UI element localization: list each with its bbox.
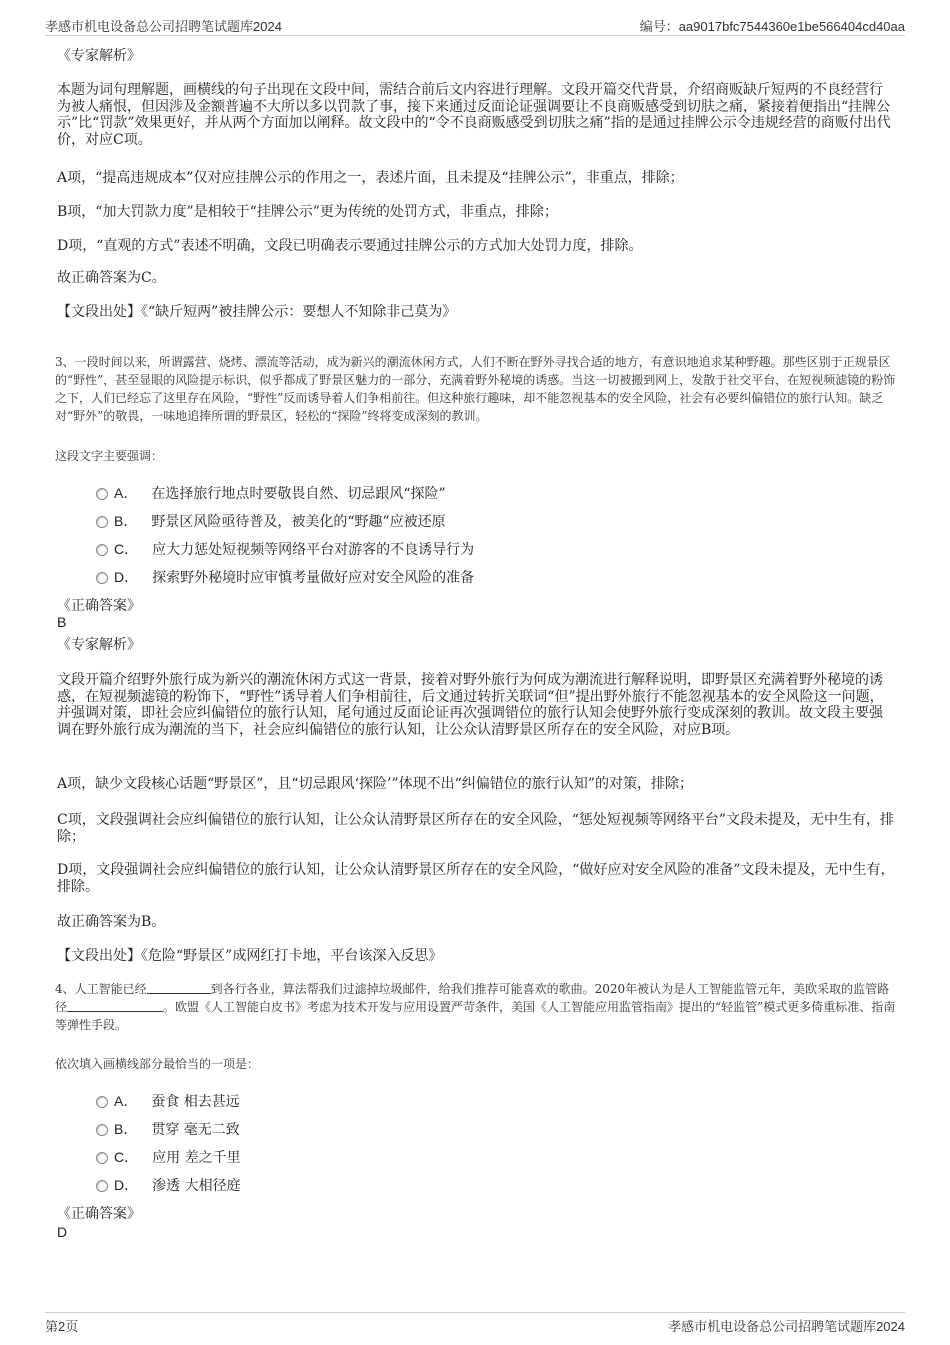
q3-source: 【文段出处】《危险“野景区”成网红打卡地，平台该深入反思》 bbox=[57, 948, 443, 964]
page-number: 第2页 bbox=[45, 1319, 79, 1334]
page-header bbox=[45, 13, 905, 36]
q4-option-b[interactable]: B． 贯穿 毫无二致 bbox=[96, 1120, 240, 1139]
radio-icon[interactable] bbox=[96, 544, 108, 556]
q3-option-a[interactable]: A． 在选择旅行地点时要敬畏自然、切忌跟风“探险” bbox=[96, 484, 446, 503]
q3-option-d[interactable]: D． 探索野外秘境时应审慎考量做好应对安全风险的准备 bbox=[96, 568, 474, 587]
q3-option-a-analysis: A项，缺少文段核心话题“野景区”，且“切忌跟风‘探险’”体现不出“纠偏错位的旅行认知”的对策，排除； bbox=[57, 776, 693, 792]
q4-answer: D bbox=[57, 1224, 68, 1240]
q4-stem: 4、人工智能已经 到各行各业，算法帮我们过滤掉垃圾邮件，给我们推荐可能喜欢的歌曲。2020年被认为是人工智能监管元年，美欧采取的监管路径 。欧盟《人工智能白皮书》考虑为技术开发与应用设置严苛条件，美国《人工智能应用监管指南》提出的“轻监管”模式更多倚重标准、指南等弹性手段。 bbox=[55, 982, 896, 1032]
q2-analysis: 本题为词句理解题，画横线的句子出现在文段中间，需结合前后文内容进行理解。文段开篇交代背景，介绍商贩缺斤短两的不良经营行为被人痛恨，但因涉及金额普遍不大所以多以罚款了事，接下来通过反面论证强调要让不良商贩感受到切肤之痛，紧接着便指出“挂牌公示”比“罚款”效果更好，并从两个方面加以阐释。故文段中的“令不良商贩感受到切肤之痛”指的是通过挂牌公示令违规经营的商贩付出代价，对应C项。 bbox=[57, 82, 891, 148]
q3-option-d-analysis: D项，文段强调社会应纠偏错位的旅行认知，让公众认清野景区所存在的安全风险，“做好应对安全风险的准备”文段未提及，无中生有，排除。 bbox=[57, 862, 895, 895]
q3-option-c[interactable]: C． 应大力惩处短视频等网络平台对游客的不良诱导行为 bbox=[96, 540, 474, 559]
radio-icon[interactable] bbox=[96, 516, 108, 528]
q2-source: 【文段出处】《“缺斤短两”被挂牌公示：要想人不知除非己莫为》 bbox=[57, 304, 457, 320]
radio-icon[interactable] bbox=[96, 572, 108, 584]
q3-conclusion: 故正确答案为B。 bbox=[57, 914, 166, 930]
q4-option-c[interactable]: C． 应用 差之千里 bbox=[96, 1148, 241, 1167]
blank-2 bbox=[67, 999, 163, 1012]
q3-expert-label: 《专家解析》 bbox=[57, 637, 141, 653]
radio-icon[interactable] bbox=[96, 1124, 108, 1136]
q2-option-d-analysis: D项，“直观的方式”表述不明确，文段已明确表示要通过挂牌公示的方式加大处罚力度，排除。 bbox=[57, 238, 643, 254]
document-id: 编号：aa9017bfc7544360e1be566404cd40aa bbox=[639, 19, 905, 34]
radio-icon[interactable] bbox=[96, 488, 108, 500]
q4-question: 依次填入画横线部分最恰当的一项是： bbox=[55, 1057, 260, 1071]
q3-question: 这段文字主要强调： bbox=[55, 449, 164, 463]
q4-answer-label: 《正确答案》 bbox=[57, 1206, 141, 1222]
q3-option-b[interactable]: B． 野景区风险亟待普及，被美化的“野趣”应被还原 bbox=[96, 512, 446, 531]
radio-icon[interactable] bbox=[96, 1180, 108, 1192]
page-footer bbox=[45, 1312, 905, 1335]
q2-option-a-analysis: A项，“提高违规成本”仅对应挂牌公示的作用之一，表述片面，且未提及“挂牌公示”，非重点，排除； bbox=[57, 170, 684, 186]
blank-1 bbox=[147, 981, 211, 994]
q2-expert-label: 《专家解析》 bbox=[57, 48, 141, 64]
q2-conclusion: 故正确答案为C。 bbox=[57, 270, 166, 286]
q3-stem: 3、一段时间以来，所谓露营、烧烤、漂流等活动，成为新兴的潮流休闲方式，人们不断在野外寻找合适的地方，有意识地追求某种野趣。那些区别于正规景区的“野性”，甚至显眼的风险提示标识，似乎都成了野景区魅力的一部分，充满着野外秘境的诱惑。当这一切被搬到网上，发散于社交平台，在短视频滤镜的粉饰之下，人们已经忘了这里存在风险，“野性”反而诱导着人们争相前往。但这种旅行趣味，却不能忽视基本的安全风险，社会有必要纠偏错位的旅行认知。缺乏对“野外”的敬畏，一味地追捧所谓的野景区，轻松的“探险”终将变成深刻的教训。 bbox=[55, 355, 896, 423]
q3-answer-label: 《正确答案》 bbox=[57, 598, 141, 614]
q3-analysis: 文段开篇介绍野外旅行成为新兴的潮流休闲方式这一背景，接着对野外旅行为何成为潮流进行解释说明，即野景区充满着野外秘境的诱惑，在短视频滤镜的粉饰下，“野性”诱导着人们争相前往，后文通过转折关联词“但”提出野外旅行不能忽视基本的安全风险这一问题，并强调对策，即社会应纠偏错位的旅行认知，尾句通过反面论证再次强调错位的旅行认知会使野外旅行变成深刻的教训。故文段主要强调在野外旅行成为潮流的当下，社会应纠偏错位的旅行认知，让公众认清野景区所存在的安全风险，对应B项。 bbox=[57, 672, 884, 738]
header-title: 孝感市机电设备总公司招聘笔试题库2024 bbox=[45, 19, 282, 34]
q4-option-a[interactable]: A． 蚕食 相去甚远 bbox=[96, 1092, 240, 1111]
q2-option-b-analysis: B项，“加大罚款力度”是相较于“挂牌公示”更为传统的处罚方式，非重点，排除； bbox=[57, 204, 558, 220]
radio-icon[interactable] bbox=[96, 1096, 108, 1108]
radio-icon[interactable] bbox=[96, 1152, 108, 1164]
footer-title: 孝感市机电设备总公司招聘笔试题库2024 bbox=[668, 1319, 905, 1334]
q3-answer: B bbox=[57, 614, 67, 630]
q4-option-d[interactable]: D． 渗透 大相径庭 bbox=[96, 1176, 241, 1195]
q3-option-c-analysis: C项，文段强调社会应纠偏错位的旅行认知，让公众认清野景区所存在的安全风险，“惩处短视频等网络平台”文段未提及，无中生有，排除； bbox=[57, 812, 895, 845]
